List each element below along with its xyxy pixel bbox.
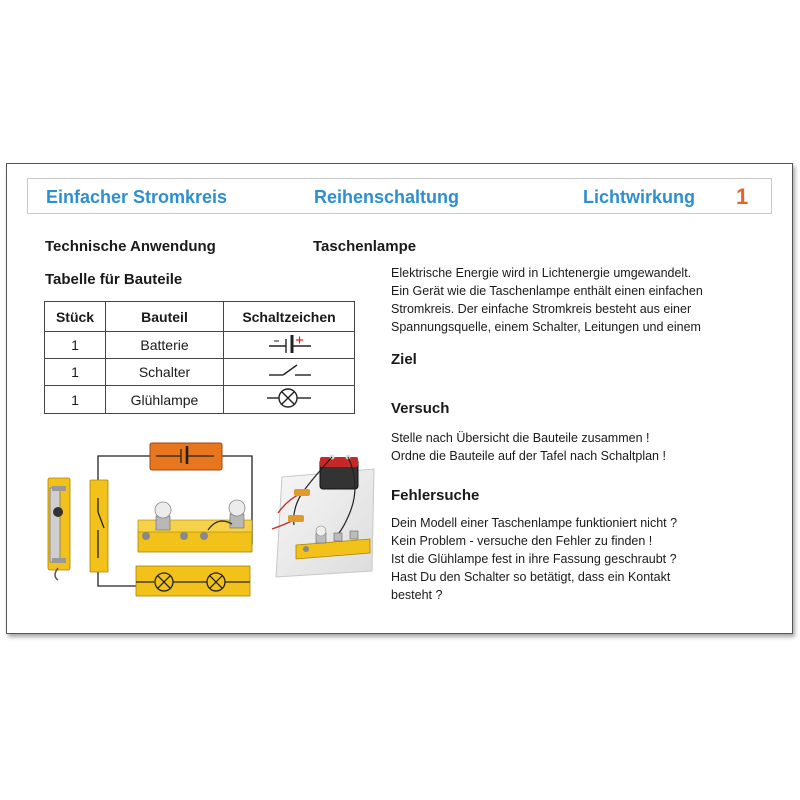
header-subtopic: Reihenschaltung: [314, 187, 460, 207]
section-heading-device: Taschenlampe: [313, 238, 417, 255]
versuch-line: Ordne die Bauteile auf der Tafel nach Schaltplan !: [391, 449, 666, 463]
flashlight-model-photo: [262, 449, 380, 583]
table-row: [45, 332, 355, 359]
fehler-text: [391, 514, 677, 604]
intro-line: Stromkreis. Der einfache Stromkreis besteht aus einer: [391, 302, 692, 316]
versuch-line: Stelle nach Übersicht die Bauteile zusammen !: [391, 431, 650, 445]
lamp-block: [136, 566, 250, 596]
cell-part: Schalter: [106, 359, 224, 386]
switch-block: [90, 480, 108, 572]
cell-count: 1: [45, 359, 106, 386]
column-header-part: Bauteil: [106, 302, 224, 332]
cell-count: 1: [45, 332, 106, 359]
switch-symbol-icon: [224, 359, 355, 386]
parts-table: [44, 301, 355, 414]
cell-part: Glühlampe: [106, 386, 224, 414]
lamp-symbol-icon: [224, 386, 355, 414]
intro-text: [391, 264, 703, 336]
cell-count: 1: [45, 386, 106, 414]
section-heading-ziel: Ziel: [391, 351, 417, 368]
fehler-line: Hast Du den Schalter so betätigt, dass ein Kontakt: [391, 570, 671, 584]
fehler-line: Dein Modell einer Taschenlampe funktioniert nicht ?: [391, 516, 678, 530]
fehler-line: besteht ?: [391, 588, 443, 602]
table-row: [45, 386, 355, 414]
intro-line: Ein Gerät wie die Taschenlampe enthält einen einfachen: [391, 284, 703, 298]
table-row: [45, 359, 355, 386]
header-effect: Lichtwirkung: [583, 187, 695, 207]
section-heading-versuch: Versuch: [391, 400, 450, 417]
table-header-row: [45, 302, 355, 332]
header-sheet-number: 1: [736, 184, 749, 209]
circuit-assembly-illustration: [44, 440, 294, 600]
column-header-symbol: Schaltzeichen: [224, 302, 355, 332]
section-heading-fehlersuche: Fehlersuche: [391, 487, 480, 504]
battery-symbol-icon: [224, 332, 355, 359]
fehler-line: Kein Problem - versuche den Fehler zu finden !: [391, 534, 653, 548]
intro-line: Elektrische Energie wird in Lichtenergie umgewandelt.: [391, 266, 692, 280]
table-title: Tabelle für Bauteile: [45, 271, 183, 288]
versuch-text: [391, 429, 666, 465]
header-topic: Einfacher Stromkreis: [46, 187, 228, 207]
column-header-count: Stück: [45, 302, 106, 332]
section-heading-application: Technische Anwendung: [45, 238, 216, 255]
cell-part: Batterie: [106, 332, 224, 359]
header-bar: [27, 178, 772, 214]
intro-line: Spannungsquelle, einem Schalter, Leitungen und einem: [391, 320, 701, 334]
fehler-line: Ist die Glühlampe fest in ihre Fassung geschraubt ?: [391, 552, 677, 566]
worksheet-card: [6, 163, 793, 634]
